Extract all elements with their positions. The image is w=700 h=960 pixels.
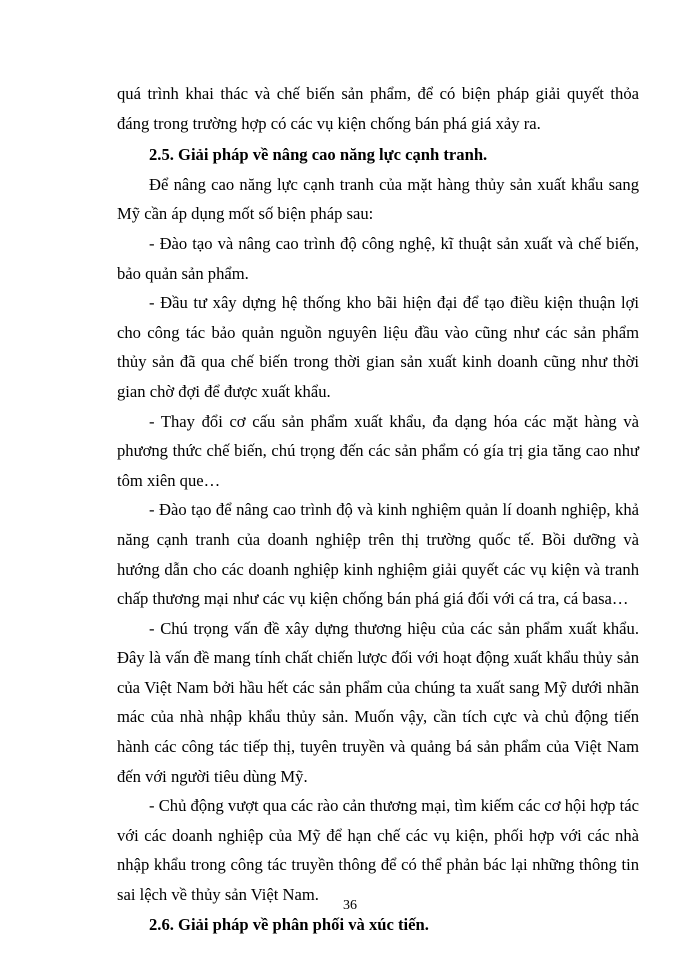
bullet-paragraph-trade-barriers: - Chủ động vượt qua các rào cản thương mại, tìm kiếm các cơ hội hợp tác với các doanh nghiệp của Mỹ để hạn chế các vụ kiện, phối hợp với các nhà nhập khẩu trong công tác truyền thông để có thể phản bác lại những thông tin sai lệch về thủy sản Việt Nam. (117, 796, 639, 905)
page-number: 36 (343, 898, 357, 913)
continuation-paragraph: quá trình khai thác và chế biến sản phẩm, để có biện pháp giải quyết thỏa đáng trong trường hợp có các vụ kiện chống bán phá giá xảy ra. (117, 84, 639, 133)
bullet-paragraph-warehouse: - Đầu tư xây dựng hệ thống kho bãi hiện đại để tạo điều kiện thuận lợi cho công tác bảo quản nguồn nguyên liệu đầu vào cũng như các sản phẩm thủy sản đã qua chế biến trong thời gian sản xuất kinh doanh cũng như thời gian chờ đợi để được xuất khẩu. (117, 293, 639, 401)
bullet-paragraph-branding: - Chú trọng vấn đề xây dựng thương hiệu của các sản phẩm xuất khẩu. Đây là vấn đề mang tính chất chiến lược đối với hoạt động xuất khẩu thủy sản của Việt Nam bởi hầu hết các sản phẩm của chúng ta xuất sang Mỹ dưới nhãn mác của nhà nhập khẩu thủy sản. Muốn vậy, cần tích cực và chủ động tiến hành các công tác tiếp thị, tuyên truyền và quảng bá sản phẩm của Việt Nam đến với người tiêu dùng Mỹ. (117, 618, 639, 786)
section-intro-paragraph: Để nâng cao năng lực cạnh tranh của mặt hàng thủy sản xuất khẩu sang Mỹ cần áp dụng mốt số biện pháp sau: (117, 174, 639, 224)
bullet-paragraph-product-structure: - Thay đổi cơ cấu sản phẩm xuất khẩu, đa dạng hóa các mặt hàng và phương thức chế biến, chú trọng đến các sản phẩm có gía trị gia tăng cao như tôm xiên que… (117, 411, 639, 490)
bullet-paragraph-management: - Đào tạo để nâng cao trình độ và kinh nghiệm quản lí doanh nghiệp, khả năng cạnh tranh của doanh nghiệp trên thị trường quốc tế. Bồi dưỡng và hướng dẫn cho các doanh nghiệp kinh nghiệm giải quyết các vụ kiện và tranh chấp thương mại như các vụ kiện chống bán phá giá đối với cá tra, cá basa… (117, 500, 639, 609)
bullet-paragraph-training: - Đào tạo và nâng cao trình độ công nghệ, kĩ thuật sản xuất và chế biến, bảo quản sản phẩm. (117, 233, 639, 283)
section-heading-2-5: 2.5. Giải pháp về nâng cao năng lực cạnh tranh. (149, 145, 488, 165)
section-heading-2-6: 2.6. Giải pháp về phân phối và xúc tiến. (149, 914, 429, 934)
page-body (117, 79, 639, 939)
